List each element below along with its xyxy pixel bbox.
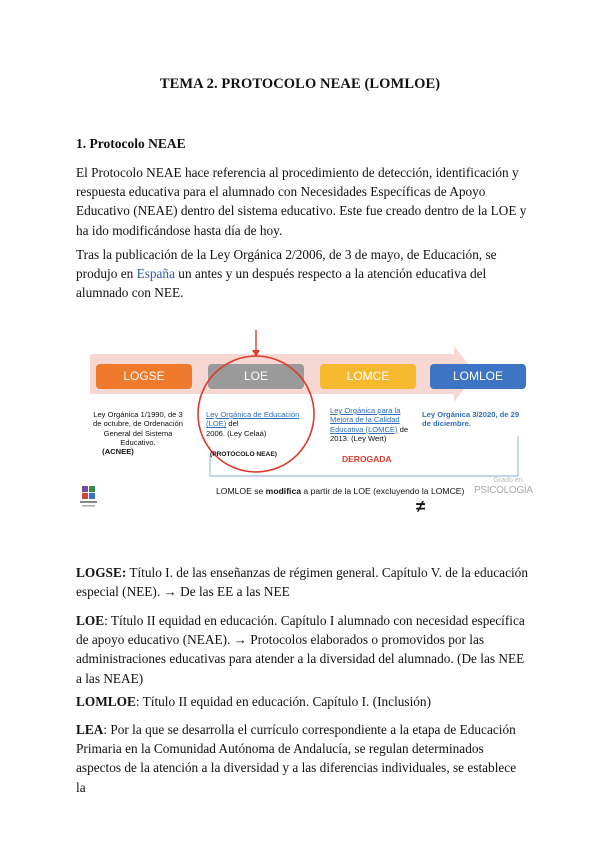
footer-text-b: a partir de la LOE (excluyendo la LOMCE) (301, 486, 465, 496)
definition-logse-term: LOGSE: (76, 565, 127, 580)
timeline-diagram (76, 326, 533, 522)
loe-year: 2006. (Ley Celaá) (206, 428, 267, 438)
box-loe-label: LOE (243, 369, 268, 383)
definition-loe (76, 611, 528, 688)
loe-tag: (PROTOCOLO NEAE) (210, 451, 277, 458)
box-logse-label: LOGSE (123, 369, 165, 383)
definition-logse-text: Título I. de las enseñanzas de régimen general. Capítulo V. de la educación especial (NEE). → De las EE a las NEE (76, 565, 528, 600)
definition-lea-text: : Por la que se desarrolla el currículo correspondiente a la etapa de Educación Primaria en la Comunidad Autónoma de Andalucía, se regulan determinados aspectos de la atención a la diversidad y a las diferencias individuales, se establece la (76, 722, 517, 795)
footer-text-a: LOMLOE se (216, 486, 266, 496)
paragraph-ley (76, 245, 528, 303)
psicologia-logo-line2: PSICOLOGÍA (474, 485, 533, 496)
lomce-link[interactable]: Ley Orgánica para la Mejora de la Calidad Educativa (LOMCE) (330, 406, 401, 434)
page-title: TEMA 2. PROTOCOLO NEAE (LOMLOE) (159, 76, 441, 92)
paragraph-protocolo: El Protocolo NEAE hace referencia al procedimiento de detección, identificación y respuesta educativa para el alumnado con Necesidades Específicas de Apoyo Educativo (NEAE) dentro del sistema educativo. Este fue creado dentro de la LOE y ha ido modificándose hasta día de hoy. (76, 165, 527, 238)
box-lomloe-label: LOMLOE (452, 369, 503, 383)
paragraph-ley-text: Tras la publicación de la Ley Orgánica 2/2006, de 3 de mayo, de Educación, se produjo en (76, 247, 497, 282)
footer-text-bold: modifica (265, 486, 302, 496)
lomce-description (330, 406, 418, 444)
school-logo (80, 486, 97, 507)
definition-logse (76, 563, 528, 601)
psicologia-logo-line1: Grado en (493, 477, 523, 484)
definition-lea (76, 720, 528, 797)
definition-loe-term: LOE (76, 613, 105, 628)
logse-tag: (ACNEE) (102, 447, 134, 456)
definition-lomloe-text: : Título II equidad en educación. Capítulo I. (Inclusión) (135, 694, 432, 709)
section-heading: 1. Protocolo NEAE (76, 136, 186, 151)
loe-description (206, 410, 304, 438)
definition-lea-term: LEA (76, 722, 104, 737)
not-equal-sign: ≠ (416, 497, 426, 516)
lomce-year: de 2013. (Ley Wert) (330, 424, 409, 444)
definition-loe-text: : Título II equidad en educación. Capítulo I alumnado con necesidad específica de apoyo educativo (NEAE). → Protocolos elaborados o promovidos por las administraciones educativas para atender a la diversidad del alumnado. (De las NEE a las NEAE) (76, 613, 525, 686)
lomloe-description: Ley Orgánica 3/2020, de 29 de diciembre. (422, 410, 520, 429)
definition-lomloe (76, 692, 528, 711)
paragraph-ley-text-end: un antes y un después respecto a la atención educativa del alumnado con NEE. (76, 266, 487, 301)
loe-del: del (228, 419, 239, 429)
espana-link[interactable]: España (136, 266, 175, 282)
loe-link[interactable]: Ley Orgánica de Educación (LOE) (206, 410, 300, 429)
definition-lomloe-term: LOMLOE (76, 694, 136, 709)
lomloe-footer-note (216, 487, 466, 496)
logse-description: Ley Orgánica 1/1990, de 3 de octubre, de Ordenación General del Sistema Educativo. (93, 410, 183, 448)
lomce-tag: DEROGADA (342, 454, 392, 464)
box-lomce-label: LOMCE (346, 369, 390, 383)
